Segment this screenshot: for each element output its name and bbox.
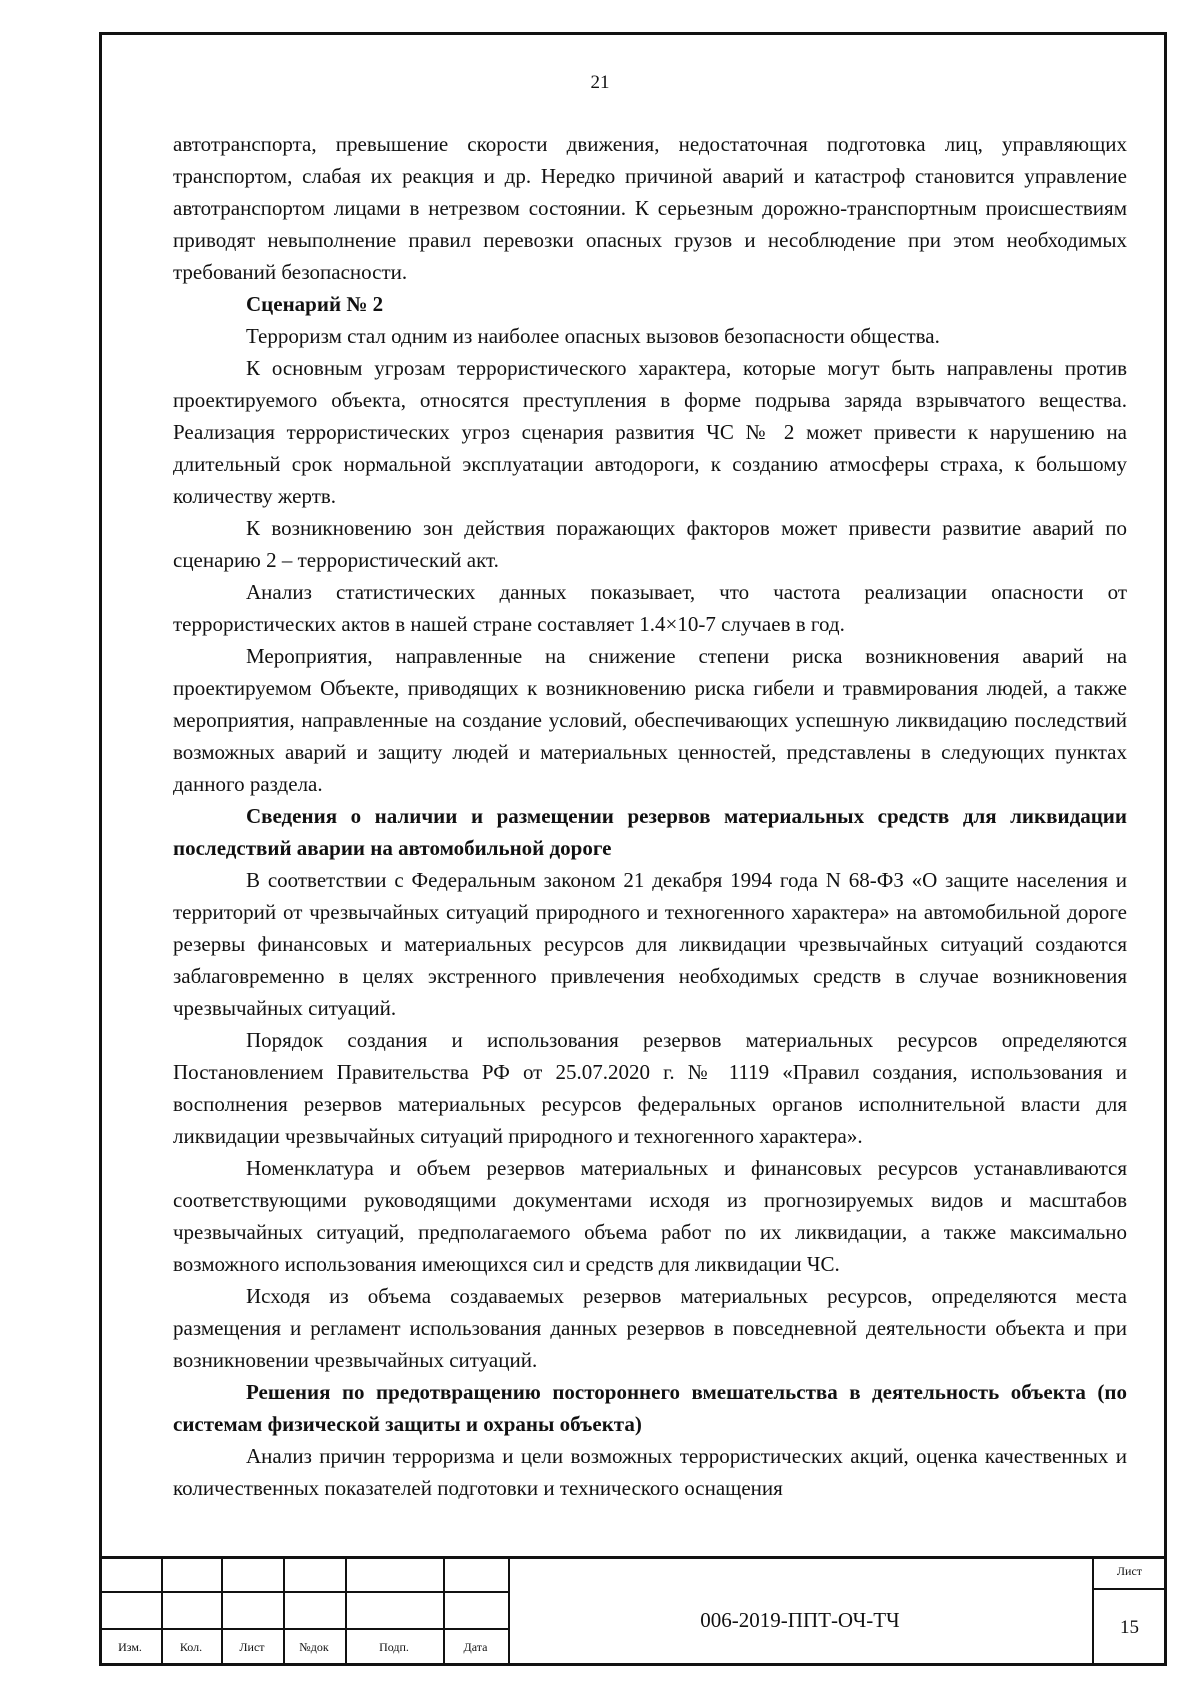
- paragraph: Порядок создания и использования резервов материальных ресурсов определяются Постановлением Правительства РФ от 25.07.2020 г. № 1119 «Правил создания, использования и восполнения резервов материальных ресурсов федеральных органов исполнительной власти для ликвидации чрезвычайных ситуаций природного и техногенного характера».: [173, 1028, 1127, 1148]
- paragraph: Исходя из объема создаваемых резервов материальных ресурсов, определяются места размещения и регламент использования данных резервов в повседневной деятельности объекта и при возникновении чрезвычайных ситуаций.: [173, 1284, 1127, 1372]
- col-label-ndok: №док: [299, 1640, 329, 1654]
- paragraph: Номенклатура и объем резервов материальных и финансовых ресурсов устанавливаются соответствующими руководящими документами исходя из прогнозируемых видов и масштабов чрезвычайных ситуаций, предполагаемого объема работ по их ликвидации, а также максимально возможного использования имеющихся сил и средств для ликвидации ЧС.: [173, 1156, 1127, 1276]
- page-number: 21: [590, 72, 610, 93]
- title-block: [99, 1556, 1167, 1666]
- paragraph: В соответствии с Федеральным законом 21 декабря 1994 года N 68-ФЗ «О защите населения и территорий от чрезвычайных ситуаций природного и техногенного характера» на автомобильной дороге резервы финансовых и материальных ресурсов для ликвидации чрезвычайных ситуаций создаются заблаговременно в целях экстренного привлечения необходимых средств в случае возникновения чрезвычайных ситуаций.: [173, 868, 1127, 1020]
- heading-reserves: Сведения о наличии и размещении резервов материальных средств для ликвидации последствий аварии на автомобильной дороге: [173, 804, 1127, 860]
- paragraph: К возникновению зон действия поражающих факторов может привести развитие аварий по сценарию 2 – террористический акт.: [173, 516, 1127, 572]
- document-body: [173, 128, 1127, 1504]
- sheet-number: 15: [1120, 1617, 1139, 1638]
- paragraph: К основным угрозам террористического характера, которые могут быть направлены против проектируемого объекта, относятся преступления в форме подрыва заряда взрывчатого вещества. Реализация террористических угроз сценария развития ЧС № 2 может привести к нарушению на длительный срок нормальной эксплуатации автодороги, к созданию атмосферы страха, к большому количеству жертв.: [173, 356, 1127, 508]
- paragraph-continuation: автотранспорта, превышение скорости движения, недостаточная подготовка лиц, управляющих транспортом, слабая их реакция и др. Нередко причиной аварий и катастроф становится управление автотранспортом лицами в нетрезвом состоянии. К серьезным дорожно-транспортным происшествиям приводят невыполнение правил перевозки опасных грузов и несоблюдение при этом необходимых требований безопасности.: [173, 132, 1127, 284]
- paragraph: Анализ причин терроризма и цели возможных террористических акций, оценка качественных и количественных показателей подготовки и технического оснащения: [173, 1444, 1127, 1500]
- paragraph: Терроризм стал одним из наиболее опасных вызовов безопасности общества.: [246, 324, 940, 348]
- grid-line: [1092, 1588, 1167, 1590]
- title-block-top-border: [99, 1556, 1167, 1559]
- heading-scenario-2: Сценарий № 2: [246, 292, 384, 316]
- heading-security: Решения по предотвращению постороннего вмешательства в деятельность объекта (по системам физической защиты и охраны объекта): [173, 1380, 1127, 1436]
- sheet-label: Лист: [1116, 1564, 1143, 1578]
- paragraph: Мероприятия, направленные на снижение степени риска возникновения аварий на проектируемом Объекте, приводящих к возникновению риска гибели и травмирования людей, а также мероприятия, направленные на создание условий, обеспечивающих успешную ликвидацию последствий возможных аварий и защиту людей и материальных ценностей, представлены в следующих пунктах данного раздела.: [173, 644, 1127, 796]
- paragraph: Анализ статистических данных показывает, что частота реализации опасности от террористических актов в нашей стране составляет 1.4×10-7 случаев в год.: [173, 580, 1127, 636]
- document-code: 006-2019-ППТ-ОЧ-ТЧ: [700, 1608, 900, 1632]
- col-label-data: Дата: [463, 1640, 488, 1654]
- col-label-podp: Подп.: [379, 1640, 409, 1654]
- col-label-kol: Кол.: [179, 1640, 203, 1654]
- col-label-list: Лист: [239, 1640, 265, 1654]
- col-label-izm: Изм.: [118, 1640, 142, 1654]
